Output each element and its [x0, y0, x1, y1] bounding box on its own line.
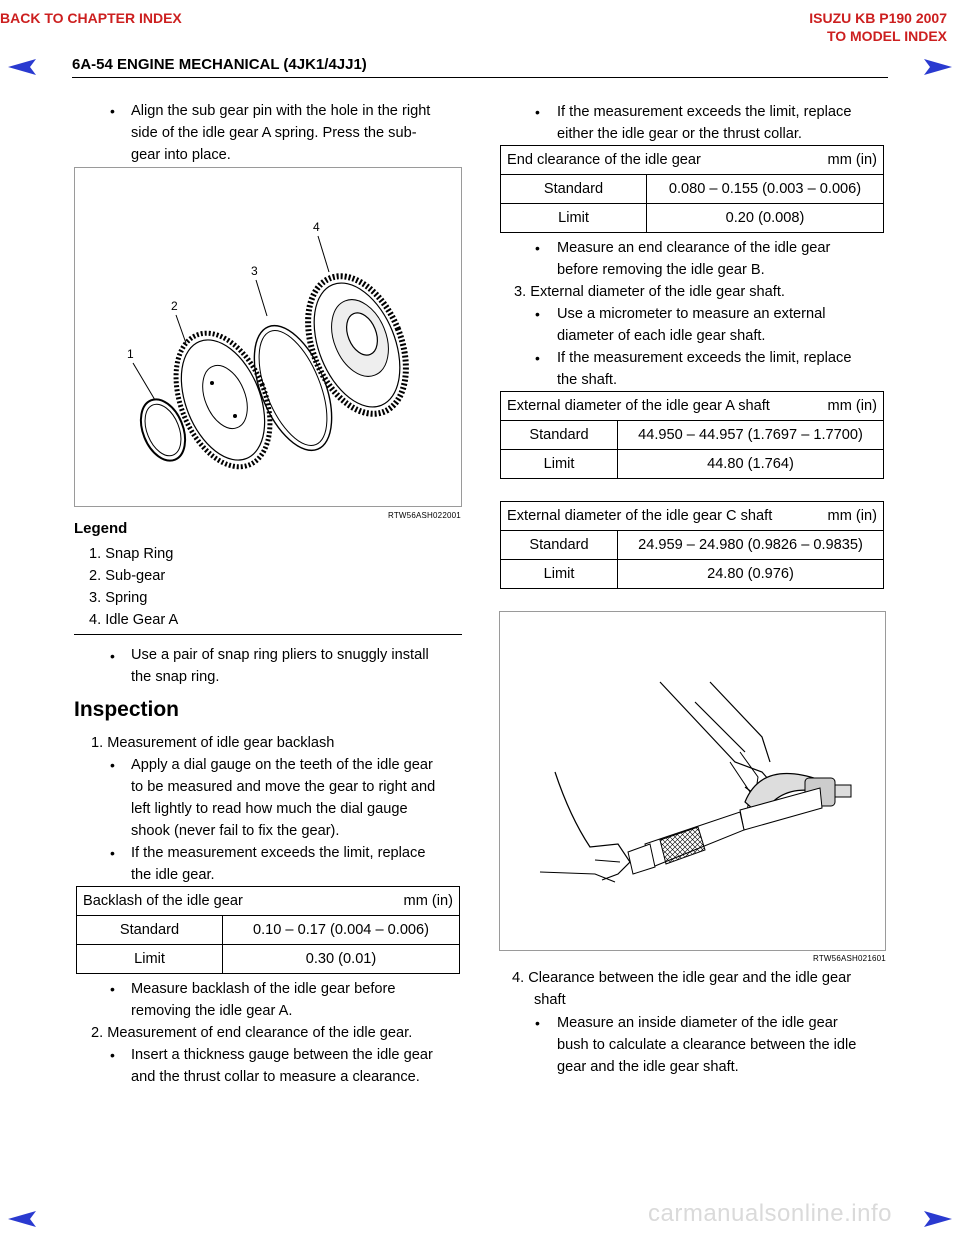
callout-4: 4 [313, 220, 320, 234]
table-cell: 0.20 (0.008) [647, 204, 884, 233]
table-title: External diameter of the idle gear A shaft [507, 398, 770, 414]
bullet-glyph: • [535, 306, 540, 322]
previous-page-arrow-icon[interactable] [6, 1210, 38, 1228]
step3-bullet1-text [557, 303, 886, 347]
table-cell: Standard [501, 421, 618, 450]
next-page-arrow-icon[interactable] [922, 58, 954, 76]
table-header [501, 392, 884, 421]
table-cell: Standard [501, 531, 618, 560]
text-line: Align the sub gear pin with the hole in the right [131, 103, 431, 119]
shaft-a-spec-table [500, 391, 884, 479]
table-cell: 0.30 (0.01) [223, 945, 460, 974]
figure-idle-gear-assembly [74, 167, 462, 507]
table-title: External diameter of the idle gear C shaft [507, 508, 773, 524]
bullet-glyph: • [535, 104, 540, 120]
next-page-arrow-icon[interactable] [922, 1210, 954, 1228]
bullet-glyph: • [110, 981, 115, 997]
previous-page-arrow-icon[interactable] [6, 58, 38, 76]
table-cell: 44.950 – 44.957 (1.7697 – 1.7700) [618, 421, 884, 450]
idle-gear-a-drawing [289, 262, 425, 428]
callout-2: 2 [171, 299, 178, 313]
legend-list [89, 543, 178, 631]
table-cell: Limit [501, 204, 647, 233]
text-line: either the idle gear or the thrust collar. [557, 126, 802, 142]
text-line: Use a micrometer to measure an external [557, 306, 826, 322]
text-line: If the measurement exceeds the limit, replace [557, 104, 852, 120]
bullet-glyph: • [110, 845, 115, 861]
table-unit: mm (in) [403, 893, 453, 909]
callout-1: 1 [127, 347, 134, 361]
shaft-c-spec-table [500, 501, 884, 589]
legend-item: 2. Sub-gear [89, 568, 166, 584]
step2-text: 2. Measurement of end clearance of the idle gear. [91, 1025, 413, 1041]
bullet-glyph: • [110, 648, 115, 664]
legend-item: 3. Spring [89, 590, 148, 606]
text-line: If the measurement exceeds the limit, replace [557, 350, 852, 366]
table-cell: Standard [501, 175, 647, 204]
table-cell: Limit [501, 560, 618, 589]
intro-bullet-text [131, 100, 462, 166]
table-cell: Standard [77, 916, 223, 945]
legend-rule [74, 634, 462, 635]
step1-bullet3-text [131, 978, 462, 1022]
table-header [501, 502, 884, 531]
text-line: shook (never fail to fix the gear). [131, 823, 340, 839]
table-cell: Limit [501, 450, 618, 479]
text-line: Apply a dial gauge on the teeth of the idle gear [131, 757, 433, 773]
bullet-glyph: • [110, 103, 115, 119]
text-line: before removing the idle gear B. [557, 262, 765, 278]
micrometer-illustration [500, 612, 885, 950]
step2-bullet1-text [131, 1044, 462, 1088]
figure-code: RTW56ASH022001 [388, 511, 461, 520]
model-title-link[interactable]: ISUZU KB P190 2007 [809, 10, 947, 26]
header-rule [72, 77, 888, 78]
text-line: removing the idle gear A. [131, 1003, 293, 1019]
text-line: diameter of each idle gear shaft. [557, 328, 766, 344]
table-cell: 0.080 – 0.155 (0.003 – 0.006) [647, 175, 884, 204]
text-line: left lightly to read how much the dial gauge [131, 801, 408, 817]
step2-bullet2-text [557, 101, 886, 145]
bullet-glyph: • [110, 757, 115, 773]
text-line: Measure an inside diameter of the idle gear [557, 1015, 838, 1031]
watermark: carmanualsonline.info [648, 1200, 892, 1227]
text-line: bush to calculate a clearance between the idle [557, 1037, 857, 1053]
bullet-glyph: • [535, 1015, 540, 1031]
gear-assembly-illustration [75, 168, 461, 506]
step1-bullet1-text [131, 754, 462, 842]
text-line: gear and the idle gear shaft. [557, 1059, 739, 1075]
step2-bullet3-text [557, 237, 886, 281]
text-line: gear into place. [131, 147, 231, 163]
legend-title: Legend [74, 520, 128, 537]
text-line: Use a pair of snap ring pliers to snuggly install [131, 647, 429, 663]
step1-bullet2-text [131, 842, 462, 886]
text-line: the idle gear. [131, 867, 215, 883]
text-line: the snap ring. [131, 669, 220, 685]
bullet-glyph: • [535, 240, 540, 256]
legend-item: 4. Idle Gear A [89, 612, 179, 628]
table-cell: Limit [77, 945, 223, 974]
text-line: and the thrust collar to measure a clearance. [131, 1069, 420, 1085]
table-header [501, 146, 884, 175]
text-line: Measure an end clearance of the idle gear [557, 240, 831, 256]
text-line: Measure backlash of the idle gear before [131, 981, 396, 997]
step3-text: 3. External diameter of the idle gear shaft. [514, 284, 785, 300]
text-line: 4. Clearance between the idle gear and the idle gear [512, 970, 852, 986]
table-unit: mm (in) [827, 152, 877, 168]
bullet-glyph: • [110, 1047, 115, 1063]
figure-code: RTW56ASH021601 [813, 954, 886, 963]
text-line: to be measured and move the gear to right and [131, 779, 436, 795]
bullet-glyph: • [535, 350, 540, 366]
inspection-heading: Inspection [74, 698, 180, 721]
table-title: Backlash of the idle gear [83, 893, 243, 909]
figure-micrometer-measurement [499, 611, 886, 951]
table-cell: 24.959 – 24.980 (0.9826 – 0.9835) [618, 531, 884, 560]
text-line: side of the idle gear A spring. Press the sub- [131, 125, 417, 141]
back-to-chapter-index-link[interactable]: BACK TO CHAPTER INDEX [0, 10, 182, 26]
step4-bullet1-text [557, 1012, 886, 1078]
text-line: If the measurement exceeds the limit, replace [131, 845, 426, 861]
page-header-title: 6A-54 ENGINE MECHANICAL (4JK1/4JJ1) [72, 56, 367, 73]
text-line: shaft [534, 992, 566, 1008]
table-cell: 24.80 (0.976) [618, 560, 884, 589]
text-line: the shaft. [557, 372, 618, 388]
step3-bullet2-text [557, 347, 886, 391]
step4-text [512, 967, 886, 1011]
text-line: Insert a thickness gauge between the idle gear [131, 1047, 433, 1063]
table-unit: mm (in) [827, 398, 877, 414]
legend-item: 1. Snap Ring [89, 546, 174, 562]
end-clearance-spec-table [500, 145, 884, 233]
snap-ring-bullet-text [131, 644, 462, 688]
table-header [77, 887, 460, 916]
table-cell: 44.80 (1.764) [618, 450, 884, 479]
backlash-spec-table [76, 886, 460, 974]
table-cell: 0.10 – 0.17 (0.004 – 0.006) [223, 916, 460, 945]
step1-text: 1. Measurement of idle gear backlash [91, 735, 335, 751]
table-unit: mm (in) [827, 508, 877, 524]
table-title: End clearance of the idle gear [507, 152, 701, 168]
to-model-index-link[interactable]: TO MODEL INDEX [826, 28, 947, 44]
callout-3: 3 [251, 264, 258, 278]
